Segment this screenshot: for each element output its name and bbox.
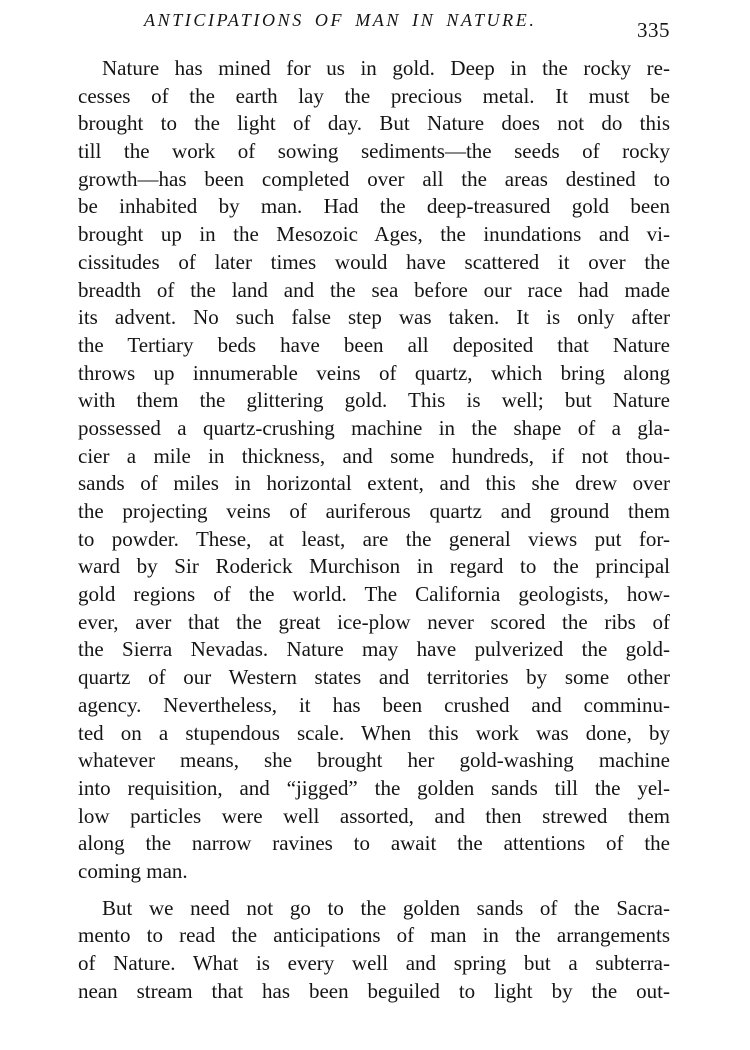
page-number: 335 — [637, 18, 670, 42]
text-line: Nature has mined for us in gold. Deep in the rocky re- — [102, 56, 670, 80]
paragraph-gap — [78, 886, 670, 895]
text-line: ted on a stupendous scale. When this work was done, by — [78, 720, 670, 745]
text-line: whatever means, she brought her gold-washing machine — [78, 748, 670, 773]
text-line: cissitudes of later times would have scattered it over the — [78, 249, 670, 274]
text-line: ever, aver that the great ice-plow never scored the ribs of — [78, 609, 670, 634]
text-line: growth—has been completed over all the areas destined to — [78, 166, 670, 191]
paragraph — [78, 55, 670, 886]
text-line: till the work of sowing sediments—the seeds of rocky — [78, 139, 670, 164]
paragraph — [78, 895, 670, 1006]
text-line: of Nature. What is every well and spring but a subterra- — [78, 951, 670, 975]
text-line: throws up innumerable veins of quartz, which bring along — [78, 360, 670, 385]
text-line: with them the glittering gold. This is well; but Nature — [78, 388, 670, 413]
text-line: ward by Sir Roderick Murchison in regard to the principal — [78, 554, 670, 579]
text-line: But we need not go to the golden sands of the Sacra- — [102, 895, 670, 920]
text-line: the Sierra Nevadas. Nature may have pulverized the gold- — [78, 637, 670, 662]
text-line: low particles were well assorted, and then strewed them — [78, 803, 670, 828]
text-line: sands of miles in horizontal extent, and this she drew over — [78, 471, 670, 496]
text-line: agency. Nevertheless, it has been crushed and comminu- — [78, 692, 670, 717]
page-header — [78, 8, 670, 42]
running-head: ANTICIPATIONS OF MAN IN NATURE. — [144, 10, 537, 30]
text-line: coming man. — [78, 858, 188, 883]
text-line: possessed a quartz-crushing machine in the shape of a gla- — [78, 415, 670, 440]
text-line: quartz of our Western states and territories by some other — [78, 665, 670, 690]
text-line: mento to read the anticipations of man in the arrangements — [78, 923, 670, 948]
text-line: the Tertiary beds have been all deposited that Nature — [78, 332, 670, 357]
body-text — [78, 55, 670, 1005]
text-line: the projecting veins of auriferous quartz and ground them — [78, 499, 670, 523]
text-line: to powder. These, at least, are the general views put for- — [78, 526, 670, 551]
text-line: brought to the light of day. But Nature does not do this — [78, 111, 670, 136]
text-line: breadth of the land and the sea before our race had made — [78, 277, 670, 302]
text-line: nean stream that has been beguiled to light by the out- — [78, 978, 670, 1003]
text-line: along the narrow ravines to await the attentions of the — [78, 831, 670, 856]
text-line: cier a mile in thickness, and some hundreds, if not thou- — [78, 443, 670, 468]
text-line: into requisition, and “jigged” the golden sands till the yel- — [78, 775, 670, 800]
text-line: be inhabited by man. Had the deep-treasured gold been — [78, 194, 670, 219]
text-line: cesses of the earth lay the precious metal. It must be — [78, 83, 670, 108]
text-line: brought up in the Mesozoic Ages, the inundations and vi- — [78, 222, 670, 247]
text-line: its advent. No such false step was taken. It is only after — [78, 305, 670, 330]
text-line: gold regions of the world. The California geologists, how- — [78, 582, 670, 607]
